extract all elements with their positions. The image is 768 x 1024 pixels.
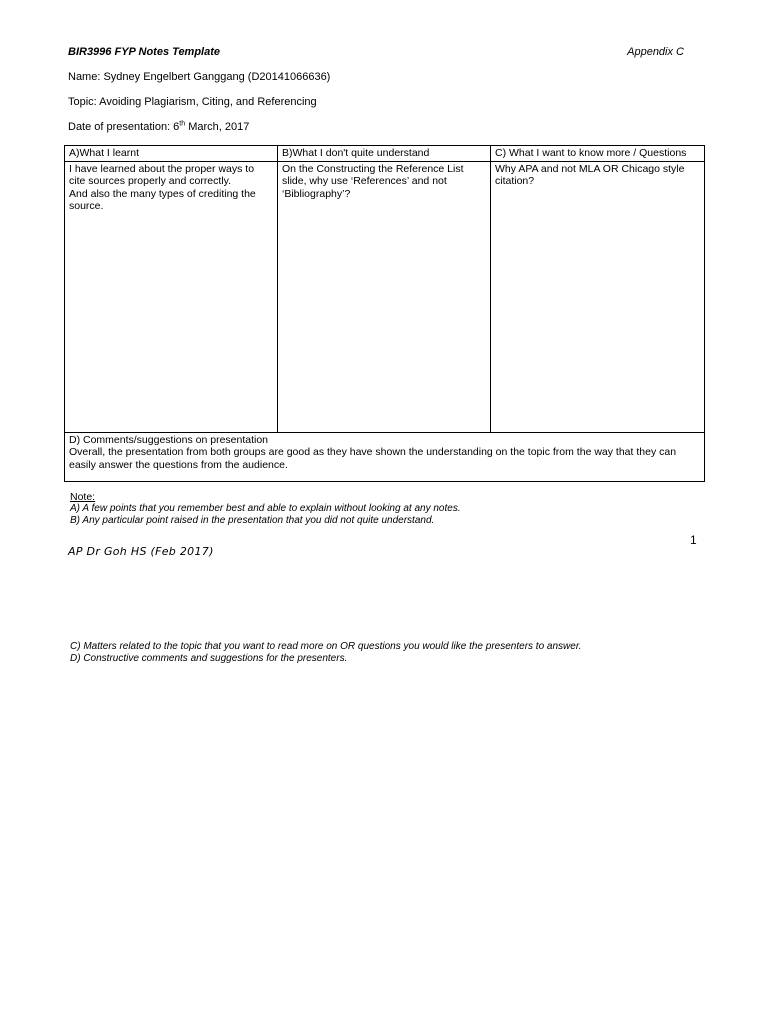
cell-what-learnt: [65, 161, 278, 432]
table-body-row: [65, 161, 705, 432]
presentation-date: [68, 121, 249, 133]
text-line: ‘Bibliography’?: [282, 187, 351, 200]
text-line: citation?: [495, 175, 535, 187]
date-ordinal: th: [179, 120, 186, 128]
text-line: Why APA and not MLA OR Chicago style: [495, 162, 685, 175]
table-header-row: [65, 146, 705, 162]
text-line: And also the many types of crediting the: [69, 187, 256, 200]
date-prefix: Date of presentation: 6: [68, 121, 180, 133]
note-item-c: C) Matters related to the topic that you want to read more on OR questions you would like the presenters to answer.: [70, 641, 582, 652]
header-dont-understand: B)What I don't quite understand: [278, 146, 491, 162]
page-number: 1: [690, 533, 697, 547]
text-line: I have learned about the proper ways to: [69, 162, 255, 175]
text-line: Overall, the presentation from both groups are good as they have shown the understanding on the topic from the way that they can: [69, 446, 677, 458]
appendix-label: Appendix C: [627, 46, 684, 58]
text-line: slide, why use ‘References’ and not: [282, 175, 447, 187]
comments-title: D) Comments/suggestions on presentation: [69, 433, 269, 446]
footer-author: AP Dr Goh HS (Feb 2017): [68, 545, 214, 558]
header-what-learnt: A)What I learnt: [65, 146, 278, 162]
document-title: BIR3996 FYP Notes Template: [68, 46, 221, 58]
notes-table: [64, 145, 705, 482]
header-want-know-more: C) What I want to know more / Questions: [491, 146, 705, 162]
student-name: Name: Sydney Engelbert Ganggang (D20141066636): [68, 71, 331, 83]
note-item-d: D) Constructive comments and suggestions for the presenters.: [70, 653, 348, 664]
text-line: cite sources properly and correctly.: [69, 175, 232, 187]
comments-row: [65, 432, 705, 481]
cell-comments: [65, 432, 705, 481]
note-label: Note:: [70, 491, 96, 503]
note-item-a: A) A few points that you remember best and able to explain without looking at any notes.: [70, 503, 461, 514]
date-suffix: March, 2017: [185, 121, 250, 133]
text-line: On the Constructing the Reference List: [282, 162, 464, 175]
presentation-topic: Topic: Avoiding Plagiarism, Citing, and Referencing: [68, 96, 317, 108]
text-line: source.: [69, 200, 104, 212]
text-line: easily answer the questions from the audience.: [69, 458, 288, 471]
note-item-b: B) Any particular point raised in the presentation that you did not quite understand.: [70, 515, 435, 526]
cell-want-know-more: [491, 161, 705, 432]
cell-dont-understand: [278, 161, 491, 432]
